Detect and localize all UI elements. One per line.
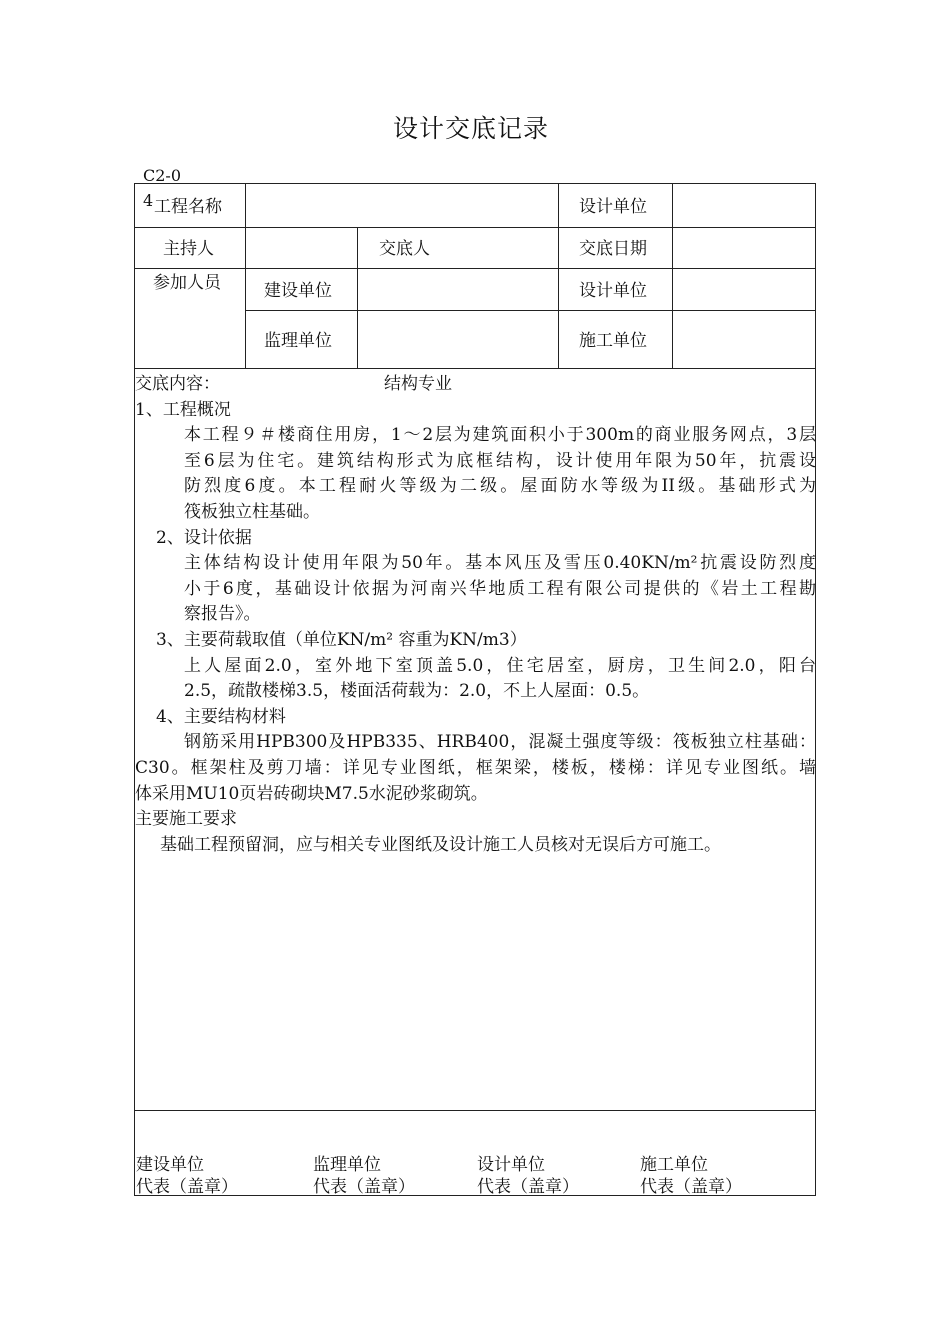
section-3-title: 3、主要荷载取值（单位KN/m² 容重为KN/m3） [156,629,527,650]
section-1-line: 至6层为住宅。建筑结构形式为底框结构，设计使用年限为50年，抗震设 [184,450,816,471]
requirements-title: 主要施工要求 [135,809,237,830]
presenter-label: 交底人 [379,239,430,259]
section-1-line: 本工程９＃楼商住用房，1～2层为建筑面积小于300m的商业服务网点，3层 [184,425,816,446]
contractor-value[interactable] [674,312,813,366]
project-name-label: 工程名称 [154,197,222,217]
signature-contractor-rep: 代表（盖章） [640,1177,742,1197]
design-unit-value-2[interactable] [674,270,813,308]
row-divider [135,268,815,269]
content-heading [135,372,816,398]
section-1-line: 防烈度6度。本工程耐火等级为二级。屋面防水等级为II级。基础形式为 [184,476,816,497]
section-4-title: 4、主要结构材料 [156,706,286,727]
design-unit-value[interactable] [674,186,813,225]
project-name-value[interactable] [247,186,556,225]
date-value[interactable] [674,229,813,266]
host-label: 主持人 [163,239,214,259]
signature-design-unit: 设计单位 [477,1155,545,1175]
supervision-value[interactable] [359,312,556,366]
col-divider [672,184,673,368]
content-heading-label: 交底内容： [135,374,220,394]
section-4-line: 体采用MU10页岩砖砌块M7.5水泥砂浆砌筑。 [135,783,488,804]
content-heading-specialty: 结构专业 [384,374,452,394]
section-4-line: 钢筋采用HPB300及HPB335、HRB400，混凝土强度等级：筏板独立柱基础： [184,732,816,753]
contractor-label: 施工单位 [579,331,647,351]
signature-supervision-rep: 代表（盖章） [313,1177,415,1197]
section-4-line: C30。框架柱及剪刀墙：详见专业图纸，框架梁，楼板，楼梯：详见专业图纸。墙 [135,757,816,778]
row-divider [245,310,815,311]
col-divider [558,184,559,368]
section-2-line: 小于6度，基础设计依据为河南兴华地质工程有限公司提供的《岩土工程勘 [184,578,816,599]
requirements-line: 基础工程预留洞，应与相关专业图纸及设计施工人员核对无误后方可施工。 [160,834,721,855]
signature-design-rep: 代表（盖章） [477,1177,579,1197]
section-3-line: 2.5，疏散楼梯3.5，楼面活荷载为：2.0，不上人屋面：0.5。 [184,681,650,702]
participants-label: 参加人员 [153,273,221,293]
signature-contractor-unit: 施工单位 [640,1155,708,1175]
form-code: C2-04 [143,166,182,210]
section-1-title: 1、工程概况 [135,399,231,420]
briefing-content [135,372,816,858]
col-divider [357,227,358,368]
section-1-line: 筏板独立柱基础。 [184,501,320,522]
design-unit-label-2: 设计单位 [579,281,647,301]
construction-owner-value[interactable] [359,270,556,308]
section-3-line: 上人屋面2.0，室外地下室顶盖5.0，住宅居室，厨房，卫生间2.0，阳台 [184,655,816,676]
supervision-label: 监理单位 [264,331,332,351]
section-2-title: 2、设计依据 [156,527,252,548]
date-label: 交底日期 [579,239,647,259]
page-title: 设计交底记录 [393,114,550,143]
signature-owner-rep: 代表（盖章） [136,1177,238,1197]
design-unit-label: 设计单位 [579,197,647,217]
section-2-line: 主体结构设计使用年限为50年。基本风压及雪压0.40KN/m²抗震设防烈度 [184,553,816,574]
col-divider [245,184,246,368]
signature-supervision-unit: 监理单位 [313,1155,381,1175]
section-2-line: 察报告》。 [184,604,261,625]
host-value[interactable] [247,229,355,266]
row-divider [135,368,815,369]
construction-owner-label: 建设单位 [264,281,332,301]
row-divider [135,227,815,228]
signature-owner-unit: 建设单位 [136,1155,204,1175]
row-divider [135,1110,815,1111]
